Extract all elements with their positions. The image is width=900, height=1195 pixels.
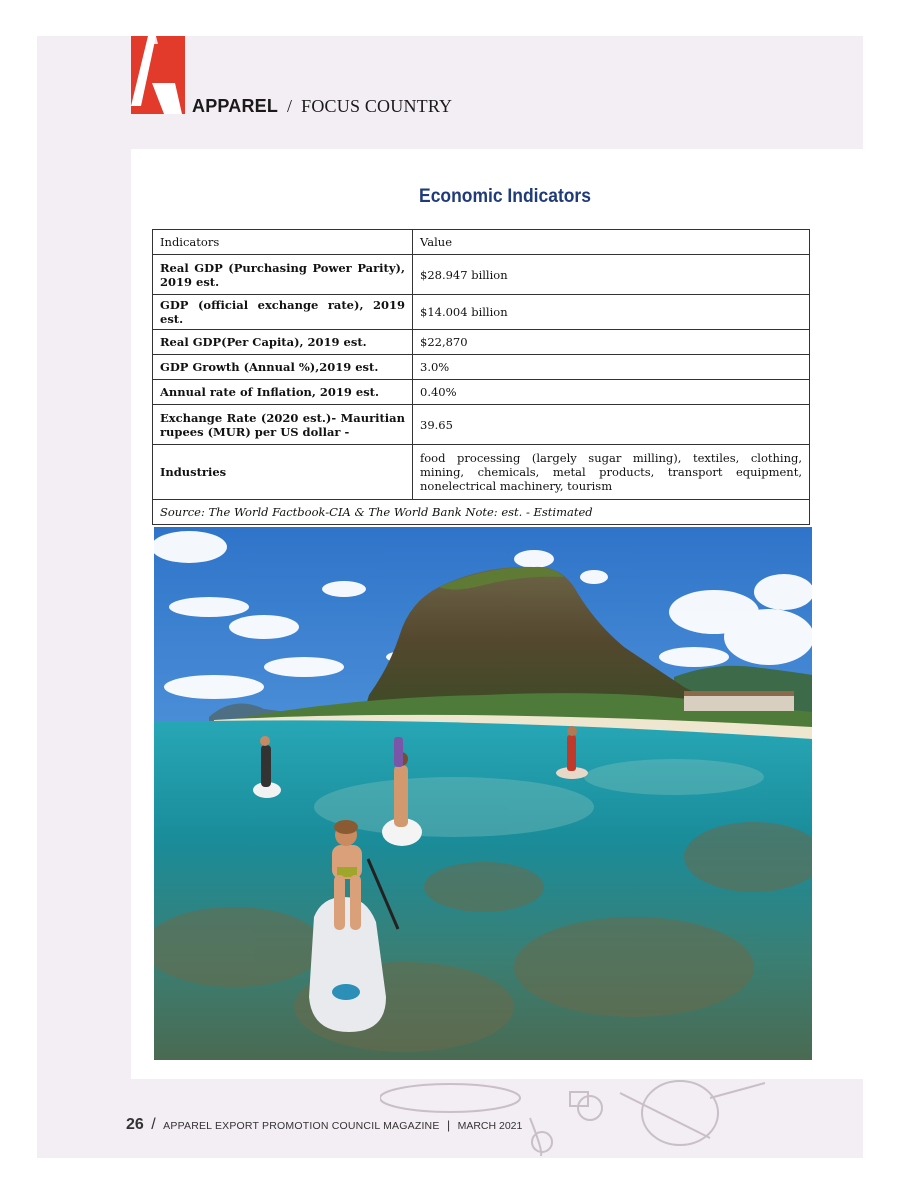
value-cell: $28.947 billion: [413, 255, 810, 295]
indicator-cell: GDP Growth (Annual %),2019 est.: [153, 355, 413, 380]
table-row: [153, 255, 810, 295]
column-header-value: Value: [413, 230, 810, 255]
magazine-name: APPAREL EXPORT PROMOTION COUNCIL MAGAZINE: [163, 1120, 440, 1132]
value-cell: 3.0%: [413, 355, 810, 380]
issue-date: MARCH 2021: [457, 1120, 523, 1132]
indicator-cell: Real GDP(Per Capita), 2019 est.: [153, 330, 413, 355]
section-header: [192, 96, 452, 117]
header-separator: /: [287, 96, 293, 116]
table-row: [153, 405, 810, 445]
indicator-cell: Exchange Rate (2020 est.)- Mauritian rupees (MUR) per US dollar -: [153, 405, 413, 445]
header-brand: APPAREL: [192, 96, 279, 116]
indicator-cell: Real GDP (Purchasing Power Parity), 2019 est.: [153, 255, 413, 295]
footer-slash: /: [151, 1116, 156, 1133]
indicator-cell: Industries: [153, 445, 413, 500]
table-row: [153, 295, 810, 330]
value-cell: 0.40%: [413, 380, 810, 405]
table-row: [153, 445, 810, 500]
value-cell: 39.65: [413, 405, 810, 445]
indicator-cell: Annual rate of Inflation, 2019 est.: [153, 380, 413, 405]
page-footer: [126, 1116, 522, 1134]
table-source-row: [153, 500, 810, 525]
page-number: 26: [126, 1116, 144, 1133]
apparel-logo: [131, 36, 185, 114]
indicator-cell: GDP (official exchange rate), 2019 est.: [153, 295, 413, 330]
table-row: [153, 355, 810, 380]
economic-indicators-table: [152, 229, 810, 525]
table-header-row: [153, 230, 810, 255]
value-cell: food processing (largely sugar milling), textiles, clothing, mining, chemicals, metal products, transport equipment, nonelectrical machinery, tourism: [413, 445, 810, 500]
column-header-indicators: Indicators: [153, 230, 413, 255]
header-section: FOCUS COUNTRY: [301, 96, 453, 116]
mauritius-paddleboard-photo: [154, 527, 812, 1060]
footer-divider: |: [447, 1118, 451, 1132]
table-row: [153, 380, 810, 405]
source-note: Source: The World Factbook-CIA & The World Bank Note: est. - Estimated: [153, 500, 810, 525]
page-title: Economic Indicators: [419, 186, 591, 207]
table-row: [153, 330, 810, 355]
value-cell: $14.004 billion: [413, 295, 810, 330]
value-cell: $22,870: [413, 330, 810, 355]
